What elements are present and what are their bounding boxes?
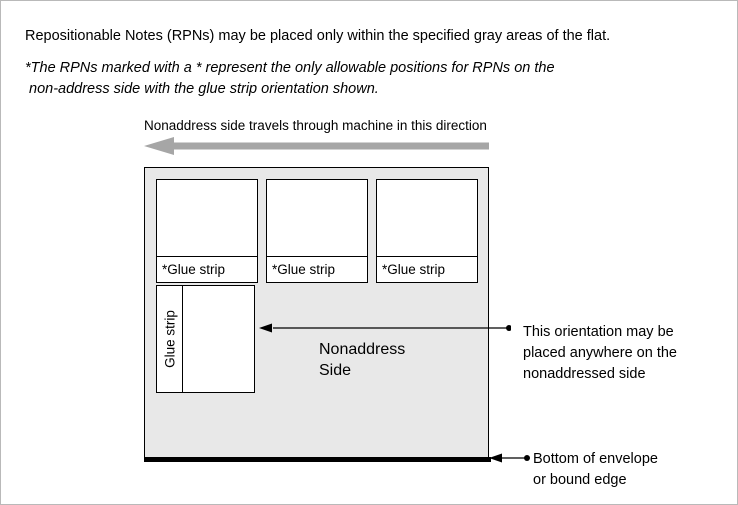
orientation-callout-line3: nonaddressed side [523,366,646,383]
intro-text: Repositionable Notes (RPNs) may be placed only within the specified gray areas of the flat. [25,28,611,44]
rpn-note-3-glue-strip: *Glue strip [377,256,477,282]
rpn-note-3 [376,179,478,283]
bottom-edge-callout-text [533,449,658,491]
flat-bottom-edge [144,457,491,462]
rpn-note-4 [156,285,255,393]
orientation-callout-line2: placed anywhere on the [523,345,677,362]
bottom-edge-callout-line1: Bottom of envelope [533,451,658,467]
bottom-edge-callout-leader-icon [489,450,531,466]
rpn-note-2-glue-strip: *Glue strip [267,256,367,282]
rpn-asterisk-note-line1: *The RPNs marked with a * represent the only allowable positions for RPNs on the [25,60,555,76]
flat-label-line2: Side [319,361,352,379]
direction-caption: Nonaddress side travels through machine in this direction [144,118,487,133]
bottom-edge-callout-line2: or bound edge [533,472,627,489]
flat-label [319,340,405,382]
rpn-note-1-glue-strip: *Glue strip [157,256,257,282]
rpn-note-4-glue-strip-label: Glue strip [162,310,177,368]
rpn-asterisk-note-line2: non-address side with the glue strip orientation shown. [29,81,379,98]
rpn-note-1-body [157,180,257,256]
rpn-note-2-body [267,180,367,256]
rpn-asterisk-note [25,58,555,100]
rpn-note-1 [156,179,258,283]
rpn-note-3-body [377,180,477,256]
rpn-note-4-body [183,286,254,392]
rpn-note-2 [266,179,368,283]
orientation-callout-text [523,322,677,385]
orientation-callout-leader-icon [259,321,511,335]
flat-label-line1: Nonaddress [319,341,406,358]
rpn-note-4-glue-strip [157,286,183,392]
orientation-callout-line1: This orientation may be [523,324,674,340]
direction-arrow-icon [144,136,489,156]
